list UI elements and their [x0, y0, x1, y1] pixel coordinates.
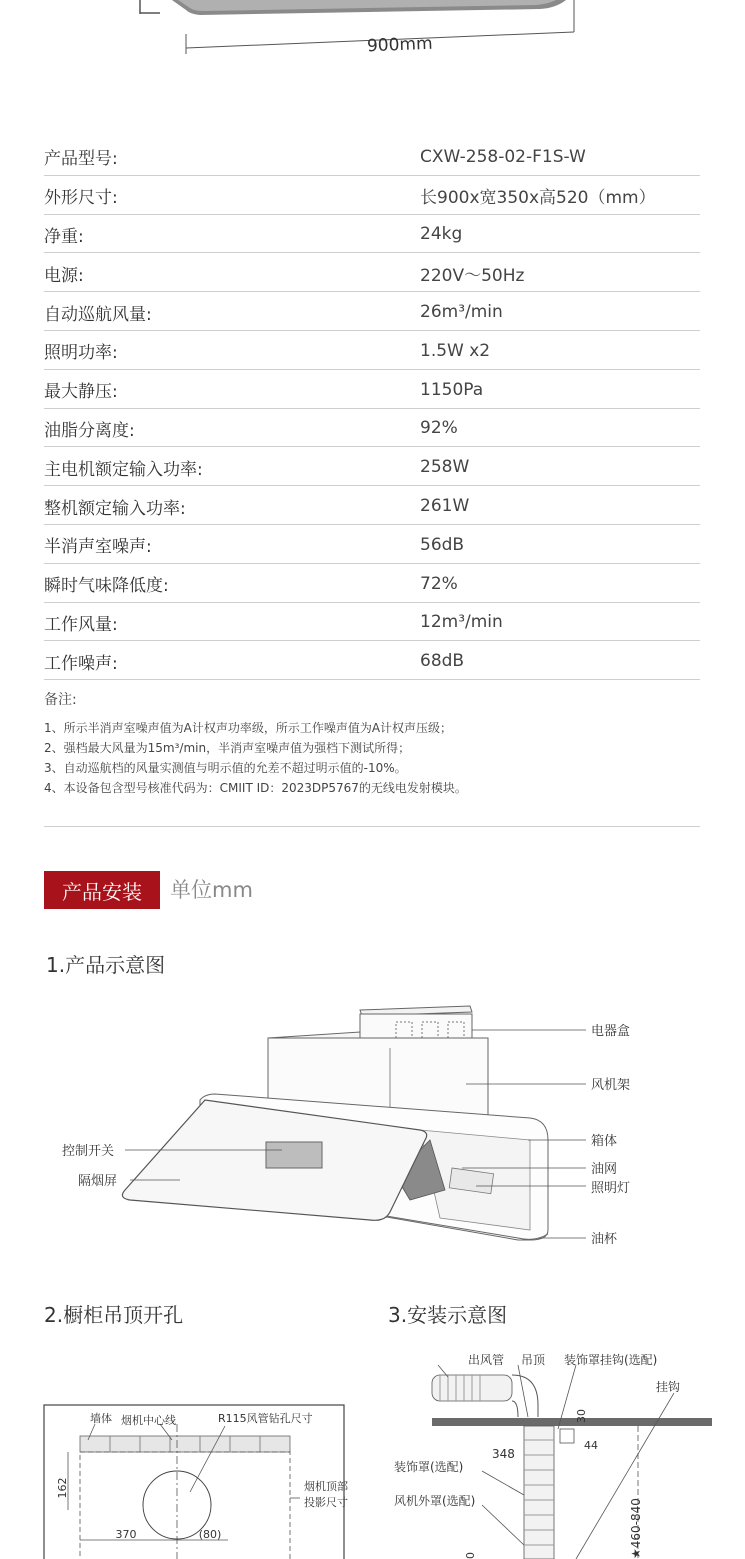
product-diagram-title: 1.产品示意图 [46, 953, 166, 977]
label-hole: R115风管钻孔尺寸 [218, 1412, 313, 1425]
note-line: 2、强档最大风量为15m³/min，半消声室噪声值为强档下测试所得； [44, 741, 411, 755]
product-schematic [0, 990, 745, 1280]
spec-label: 工作噪声: [44, 653, 118, 674]
notes-section [44, 689, 704, 798]
label-fan-cover: 风机外罩(选配) [394, 1494, 476, 1508]
spec-row [44, 253, 700, 292]
spec-value: 56dB [420, 534, 465, 555]
spec-value: 68dB [420, 651, 465, 672]
label-smoke-screen: 隔烟屏 [78, 1174, 118, 1189]
spec-row [44, 447, 700, 486]
spec-row [44, 215, 700, 254]
label-ceiling: 吊顶 [521, 1353, 546, 1367]
note-line: 3、自动巡航档的风量实测值与明示值的允差不超过明示值的-10%。 [44, 761, 407, 775]
spec-table [44, 137, 700, 680]
dim-height: ★460-840 [629, 1498, 643, 1559]
hook-bracket [560, 1429, 574, 1443]
spec-value: 长900x宽350x高520（mm） [420, 188, 656, 209]
spec-label: 自动巡航风量: [44, 304, 152, 325]
spec-label: 主电机额定输入功率: [44, 459, 203, 480]
label-outlet-pipe: 出风管 [468, 1353, 505, 1367]
install-diagram-title: 3.安装示意图 [388, 1303, 508, 1327]
label-oil-cup: 油杯 [591, 1232, 618, 1247]
dim-30: 30 [575, 1409, 588, 1423]
spec-value: 220V～50Hz [420, 265, 525, 286]
label-oil-net: 油网 [591, 1162, 618, 1177]
spec-label: 净重: [44, 226, 84, 247]
spec-row [44, 525, 700, 564]
label-fan-frame: 风机架 [591, 1078, 631, 1093]
section-divider [44, 826, 700, 827]
label-cover-hook: 装饰罩挂钩(选配) [564, 1353, 658, 1367]
note-line: 4、本设备包含型号核准代码为：CMIIT ID：2023DP5767的无线电发射模块。 [44, 781, 467, 795]
spec-row [44, 137, 700, 176]
spec-value: 26m³/min [420, 302, 503, 323]
spec-row [44, 486, 700, 525]
wall-hatch [80, 1436, 290, 1452]
label-control-switch: 控制开关 [62, 1144, 115, 1159]
dim-370: 370 [115, 1528, 137, 1541]
spec-value: 258W [420, 457, 470, 478]
spec-row [44, 603, 700, 642]
label-body: 箱体 [591, 1134, 618, 1149]
label-electric-box: 电器盒 [591, 1024, 631, 1039]
dim-44: 44 [584, 1439, 598, 1452]
spec-value: 261W [420, 496, 470, 517]
spec-row [44, 641, 700, 680]
label-projection-2: 投影尺寸 [304, 1496, 348, 1509]
label-projection-1: 烟机顶部 [304, 1480, 348, 1493]
dim-0: 0 [464, 1552, 477, 1559]
spec-label: 电源: [44, 265, 84, 286]
spec-value: 92% [420, 418, 458, 439]
spec-label: 外形尺寸: [44, 188, 118, 209]
install-section-badge: 产品安装 [44, 871, 160, 909]
spec-row [44, 409, 700, 448]
spec-row [44, 331, 700, 370]
spec-row [44, 564, 700, 603]
spec-label: 工作风量: [44, 614, 118, 635]
dim-80: (80) [198, 1528, 222, 1541]
label-cover: 装饰罩(选配) [394, 1460, 464, 1474]
spec-label: 整机额定输入功率: [44, 498, 186, 519]
label-hook: 挂钩 [656, 1380, 681, 1394]
notes-title: 备注: [44, 692, 77, 708]
spec-value: 1150Pa [420, 379, 484, 400]
spec-label: 产品型号: [44, 149, 118, 170]
spec-value: 24kg [420, 224, 463, 245]
spec-value: CXW-258-02-F1S-W [420, 146, 586, 167]
install-unit-label: 单位mm [170, 878, 253, 902]
label-wall: 墙体 [90, 1412, 112, 1425]
spec-value: 1.5W x2 [420, 340, 491, 361]
width-dimension-drawing [0, 0, 745, 80]
install-diagram [388, 1345, 745, 1559]
dimension-label: 900mm [366, 33, 433, 57]
dim-348: 348 [492, 1447, 515, 1461]
spec-label: 最大静压: [44, 382, 118, 403]
cabinet-hole-diagram [0, 1400, 370, 1559]
note-line: 1、所示半消声室噪声值为A计权声功率级，所示工作噪声值为A计权声压级； [44, 721, 453, 735]
control-panel-shape [266, 1142, 322, 1168]
spec-label: 半消声室噪声: [44, 537, 152, 558]
spec-label: 照明功率: [44, 343, 118, 364]
spec-value: 72% [420, 573, 458, 594]
label-center-line: 烟机中心线 [121, 1414, 176, 1427]
dim-162: 162 [56, 1477, 69, 1499]
spec-row [44, 370, 700, 409]
spec-label: 油脂分离度: [44, 420, 135, 441]
spec-label: 瞬时气味降低度: [44, 576, 169, 597]
label-light: 照明灯 [591, 1181, 631, 1196]
spec-row [44, 176, 700, 215]
spec-value: 12m³/min [420, 612, 503, 633]
cabinet-hole-title: 2.橱柜吊顶开孔 [44, 1303, 184, 1327]
ceiling-slab [432, 1418, 712, 1426]
spec-row [44, 292, 700, 331]
